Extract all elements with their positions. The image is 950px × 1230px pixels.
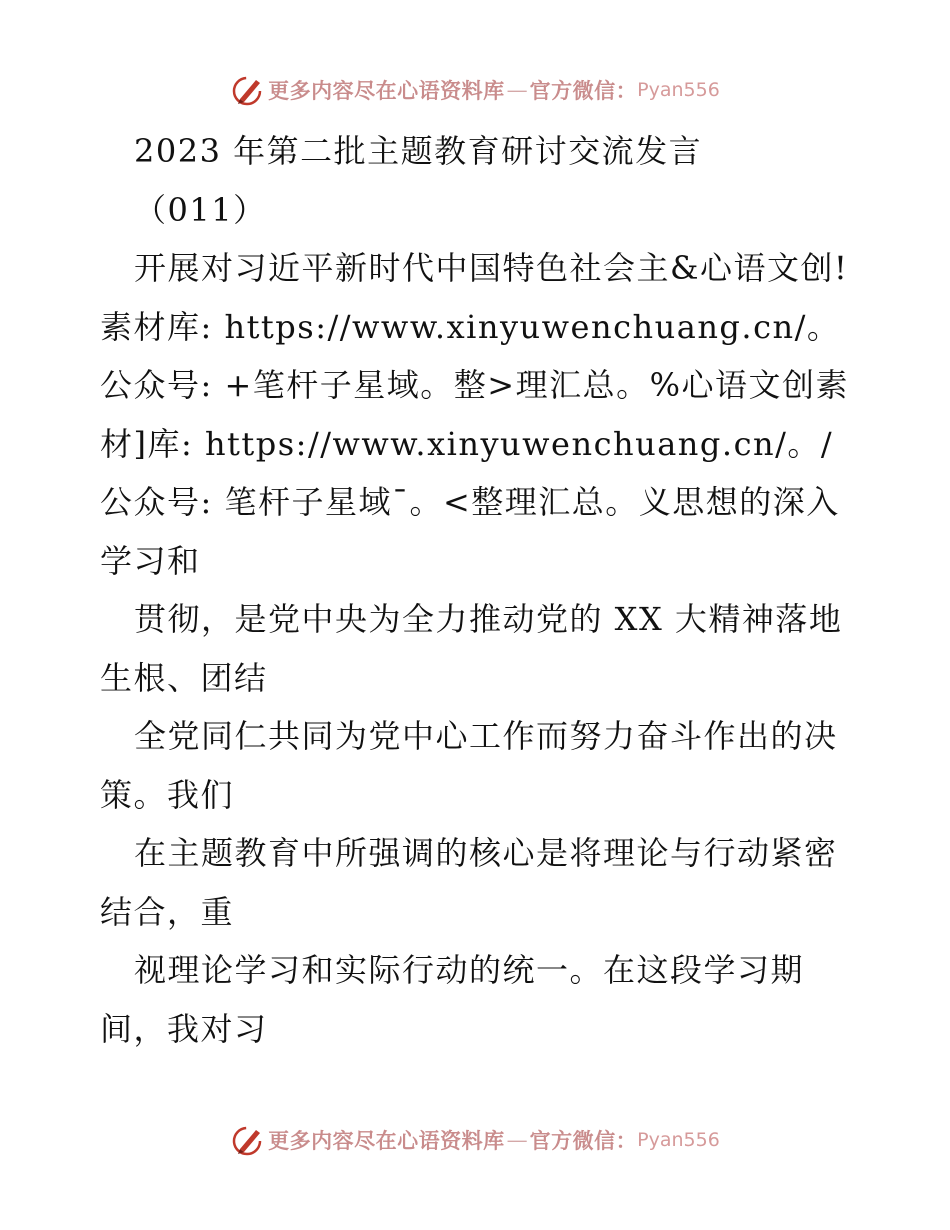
document-number: （011） — [134, 190, 267, 229]
document-body — [100, 122, 860, 1058]
watermark-separator: — — [506, 1128, 528, 1152]
watermark-text: 更多内容尽在心语资料库 — [268, 1128, 505, 1153]
watermark-separator: — — [506, 78, 528, 102]
watermark-handle: Pyan556 — [637, 1129, 720, 1151]
watermark-contact: 官方微信： — [529, 1128, 638, 1153]
watermark-text: 更多内容尽在心语资料库 — [268, 78, 505, 103]
watermark-contact: 官方微信： — [529, 78, 638, 103]
paragraph: 视理论学习和实际行动的统一。在这段学习期间，我对习 — [100, 951, 805, 1048]
document-title: 2023 年第二批主题教育研讨交流发言 — [134, 132, 703, 170]
paragraph: 开展对习近平新时代中国特色社会主&心语文创! 素材库: https://www.xinyuwenchuang.cn/。公众号: +笔杆子星域。整>理汇总。%心语文创素材]库: https://www.xinyuwenchuang.cn/。/公众号: 笔杆子星域¯。<整理汇总。义思想的深入学习和 — [100, 249, 861, 580]
pen-logo-icon — [230, 72, 266, 108]
paragraph: 在主题教育中所强调的核心是将理论与行动紧密结合，重 — [100, 834, 838, 931]
watermark-handle: Pyan556 — [637, 79, 720, 101]
paragraph: 贯彻，是党中央为全力推动党的 XX 大精神落地生根、团结 — [100, 600, 843, 697]
watermark-footer — [0, 1120, 950, 1160]
paragraph: 全党同仁共同为党中心工作而努力奋斗作出的决策。我们 — [100, 717, 838, 814]
pen-logo-icon — [230, 1122, 266, 1158]
watermark-header — [0, 70, 950, 110]
